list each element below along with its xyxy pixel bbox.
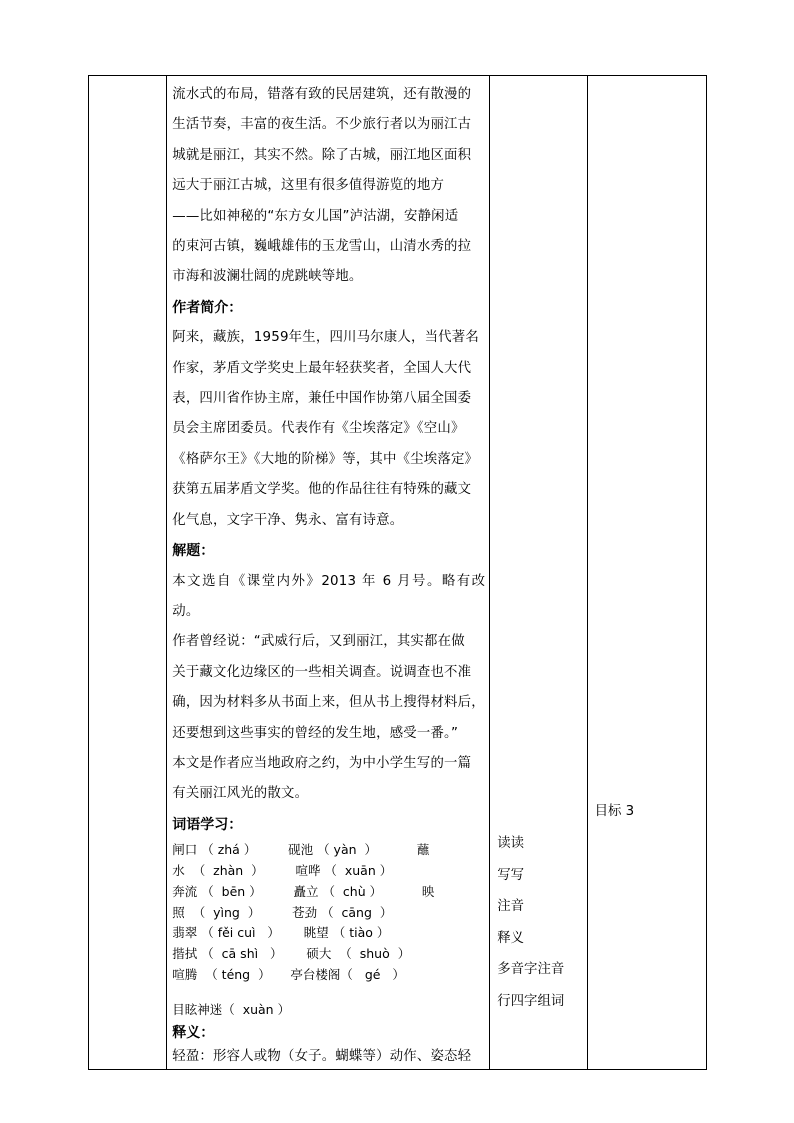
goal-label: 目标 3	[594, 804, 635, 819]
activity-item: 注音	[497, 899, 525, 914]
activities-cell	[490, 76, 587, 1070]
author-paragraph: 阿来，藏族，1959年生，四川马尔康人，当代著名 作家，茅盾文学奖史上最年轻获奖者，全国人大代 表，四川省作协主席，兼任中国作协第八届全国委 员会主席团委员。代表作有《尘埃落定》《空山》 《格萨尔王》《大地的阶梯》等，其中《尘埃落定》 获第五届茅盾文学奖。他的作品往往有特殊的藏文 化气息，文字干净、隽永、富有诗意。	[172, 330, 479, 528]
blank-column-cell	[89, 76, 167, 1070]
author-heading: 作者简介：	[172, 299, 243, 316]
activity-item: 读读	[497, 836, 525, 851]
vocab-line: 翡翠 （ fěi cuì ） 眺望 （ tiào ）	[172, 925, 390, 941]
vocab-line: 目眩神迷（ xuàn ）	[172, 1001, 291, 1017]
activity-item: 行四字组词	[497, 993, 565, 1009]
vocab-line: 喧腾 （ téng ） 亭台楼阁（ gé ）	[172, 966, 405, 982]
vocab-line: 奔流 （ bēn ） 矗立 （ chù ） 映	[172, 883, 435, 899]
vocab-heading: 词语学习：	[172, 816, 243, 833]
intro-paragraph: 流水式的布局，错落有致的民居建筑，还有散漫的 生活节奏，丰富的夜生活。不少旅行者以为丽江古 城就是丽江，其实不然。除了古城，丽江地区面积 远大于丽江古城，这里有很多值得游览的地方 ——比如神秘的“东方女儿国”泸沽湖，安静闲适 的束河古镇，巍峨雄伟的玉龙雪山，山清水秀的拉 市海和波澜壮阔的虎跳峡等地。	[172, 87, 472, 285]
vocab-line: 揩拭 （ cā shì ） 硕大 （ shuò ）	[172, 946, 411, 962]
vocab-line: 闸口 （ zhá ） 砚池 （ yàn ） 蘸	[172, 842, 430, 858]
meaning-paragraph: 轻盈：形容人或物（女子。蝴蝶等）动作、姿态轻	[172, 1048, 472, 1064]
goal-cell	[587, 76, 706, 1070]
vocab-list	[172, 840, 485, 1020]
activity-item: 多音字注音	[497, 962, 565, 977]
vocab-line: 照 （ yìng ） 苍劲 （ cāng ）	[172, 904, 393, 920]
lesson-table	[88, 75, 707, 1070]
vocab-line: 水 （ zhàn ） 喧哗 （ xuān ）	[172, 862, 393, 878]
content-cell	[167, 76, 490, 1070]
activity-item: 释义	[497, 930, 525, 946]
meaning-heading: 释义：	[172, 1024, 215, 1041]
title-explanation-paragraph: 本文选自《课堂内外》2013 年 6 月号。略有改动。 作者曾经说：“武威行后，又到丽江，其实都在做 关于藏文化边缘区的一些相关调查。说调查也不准 确，因为材料多从书面上来，但从书上搜得材料后， 还要想到这些事实的曾经的发生地，感受一番。” 本文是作者应当地政府之约，为中小学生写的一篇 有关丽江风光的散文。	[172, 573, 486, 802]
activity-item: 写写	[497, 867, 525, 883]
title-explanation-heading: 解题：	[172, 543, 215, 560]
